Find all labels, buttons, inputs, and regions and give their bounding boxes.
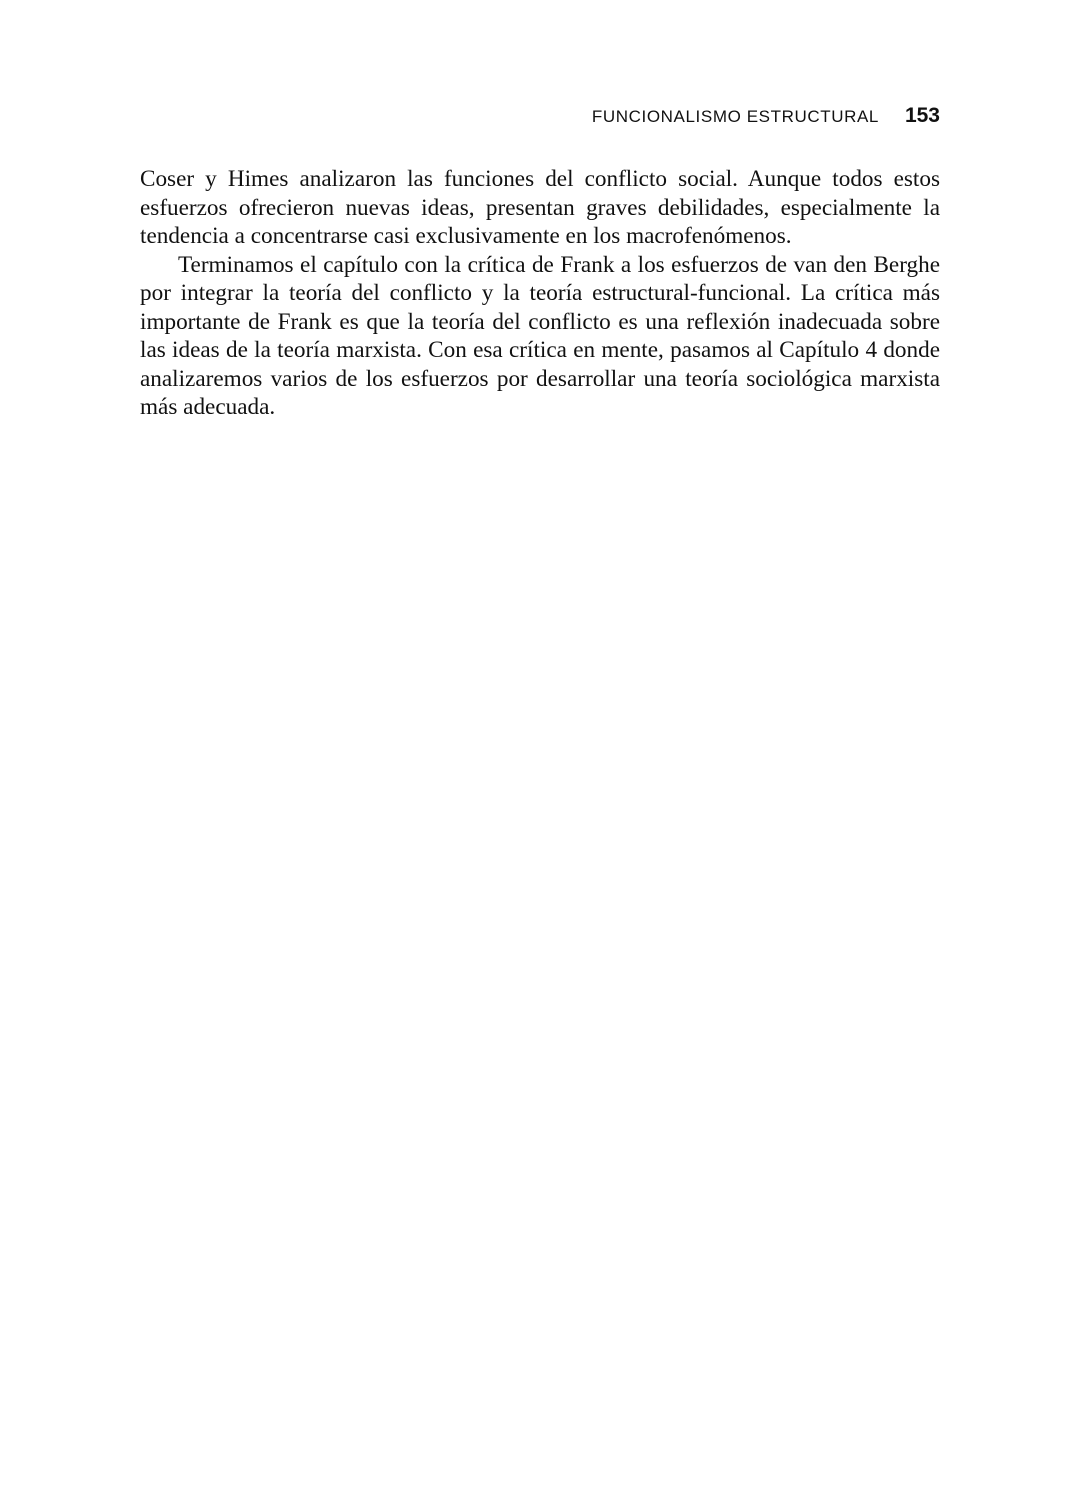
page-number: 153 — [904, 104, 940, 127]
running-title: FUNCIONALISMO ESTRUCTURAL — [591, 107, 879, 126]
paragraph-1: Coser y Himes analizaron las funciones del conflicto social. Aunque todos estos esfuerzos ofrecieron nuevas ideas, presentan graves debilidades, especialmente la tendencia a concentrarse casi exclusivamente en los macrofenómenos. — [140, 166, 940, 249]
running-head — [0, 104, 940, 128]
body-text — [140, 165, 940, 422]
paragraph-2: Terminamos el capítulo con la crítica de Frank a los esfuerzos de van den Berghe por integrar la teoría del conflicto y la teoría estructural-funcional. La crítica más importante de Frank es que la teoría del conflicto es una reflexión inadecuada sobre las ideas de la teoría marxista. Con esa crítica en mente, pasamos al Capítulo 4 donde analizaremos varios de los esfuerzos por desarrollar una teoría sociológica marxista más adecuada. — [140, 251, 940, 420]
